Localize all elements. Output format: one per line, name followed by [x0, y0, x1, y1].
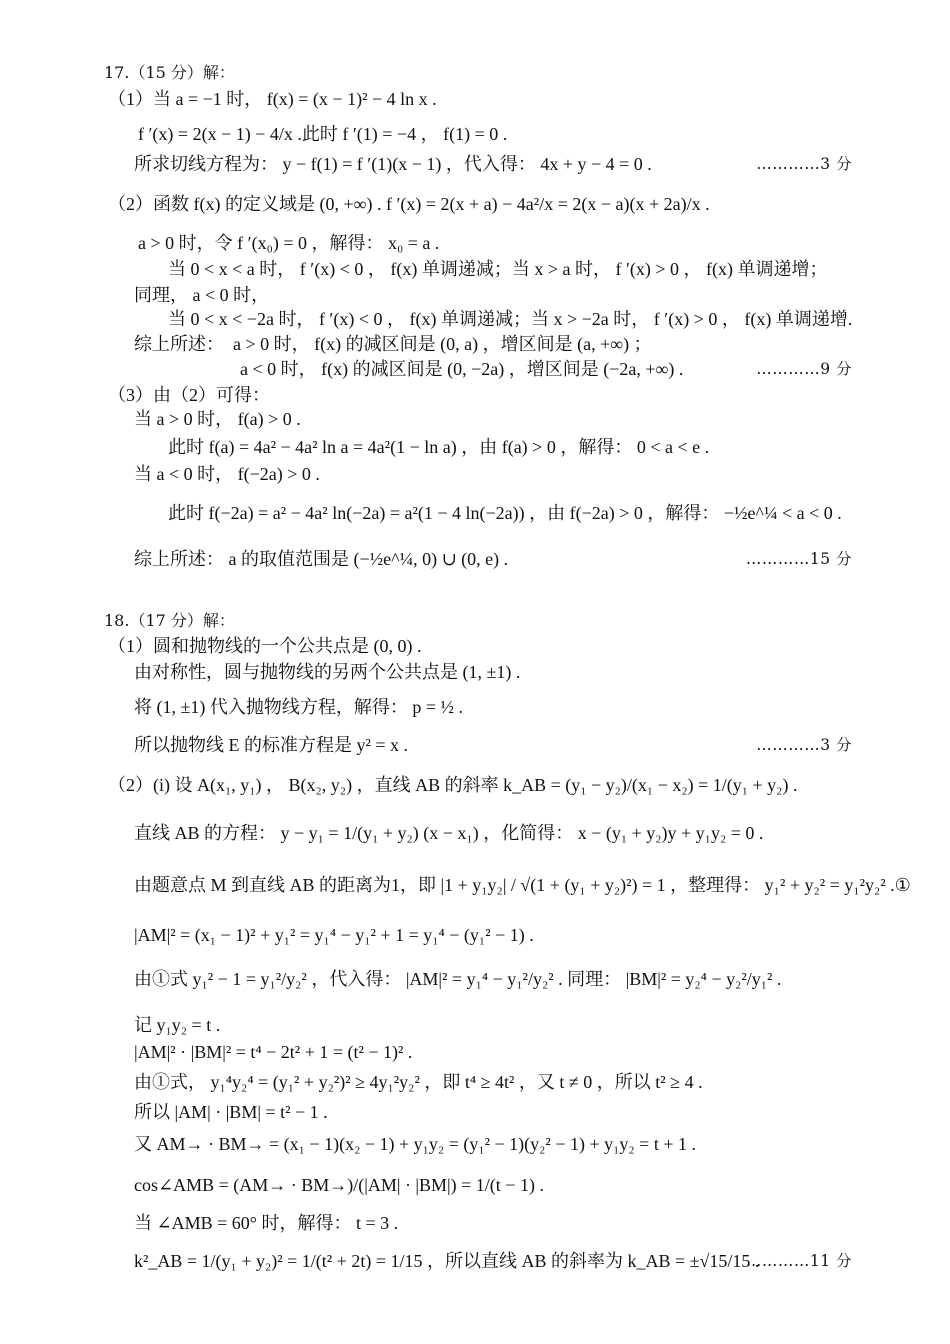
q18-p2-score: …………11 分	[745, 1252, 852, 1270]
q17-p2-line1: （2）函数 f(x) 的定义域是 (0, +∞) . f ′(x) = 2(x + a) − 4a²/x = 2(x − a)(x + 2a)/x .	[108, 194, 710, 214]
q17-p1-line2: f ′(x) = 2(x − 1) − 4/x .此时 f ′(1) = −4 ， f(1) = 0 .	[138, 124, 508, 144]
q17-p3-score: …………15 分	[745, 550, 852, 568]
q17-p3-line4: 当 a < 0 时， f(−2a) > 0 .	[134, 464, 320, 484]
q18-p1-line1: （1）圆和抛物线的一个公共点是 (0, 0) .	[108, 636, 422, 656]
q17-p3-line5: 此时 f(−2a) = a² − 4a² ln(−2a) = a²(1 − 4 ln(−2a)) ，由 f(−2a) > 0 ，解得： −½e^¼ < a < 0 .	[168, 503, 842, 523]
q18-p2-line10: 又 AM→ · BM→ = (x₁ − 1)(x₂ − 1) + y₁y₂ = (y₁² − 1)(y₂² − 1) + y₁y₂ = t + 1 .	[134, 1134, 696, 1154]
q18-p2-line6: 记 y₁y₂ = t .	[134, 1015, 221, 1035]
q17-p1-score: …………3 分	[756, 155, 852, 173]
q17-p2-line2: a > 0 时，令 f ′(x₀) = 0 ，解得： x₀ = a .	[138, 233, 440, 253]
q18-p2-line12: 当 ∠AMB = 60° 时，解得： t = 3 .	[134, 1213, 399, 1233]
q17-p1-line1: （1）当 a = −1 时， f(x) = (x − 1)² − 4 ln x .	[108, 89, 437, 109]
q18-p2-line3: 由题意点 M 到直线 AB 的距离为1，即 |1 + y₁y₂| / √(1 + (y₁ + y₂)²) = 1 ，整理得： y₁² + y₂² = y₁²y₂² .①	[134, 875, 911, 895]
q17-p2-score: …………9 分	[756, 360, 852, 378]
q17-p1-line3: 所求切线方程为： y − f(1) = f ′(1)(x − 1) ，代入得： 4x + y − 4 = 0 .	[134, 154, 652, 174]
q18-p1-line2: 由对称性，圆与抛物线的另两个公共点是 (1, ±1) .	[134, 662, 521, 682]
q18-p2-line2: 直线 AB 的方程： y − y₁ = 1/(y₁ + y₂) (x − x₁) ，化简得： x − (y₁ + y₂)y + y₁y₂ = 0 .	[134, 823, 764, 843]
q17-p2-line5: 当 0 < x < −2a 时， f ′(x) < 0 ， f(x) 单调递减；当 x > −2a 时， f ′(x) > 0 ， f(x) 单调递增.	[168, 309, 853, 329]
q18-p2-line1: （2）(i) 设 A(x₁, y₁) ， B(x₂, y₂) ，直线 AB 的斜率 k_AB = (y₁ − y₂)/(x₁ − x₂) = 1/(y₁ + y₂) .	[108, 775, 798, 795]
q18-p1-line3: 将 (1, ±1) 代入抛物线方程，解得： p = ½ .	[134, 697, 464, 717]
q18-p2-line4: |AM|² = (x₁ − 1)² + y₁² = y₁⁴ − y₁² + 1 = y₁⁴ − (y₁² − 1) .	[134, 925, 534, 945]
q17-p3-line2: 当 a > 0 时， f(a) > 0 .	[134, 409, 301, 429]
q17-header: 17.（15 分）解：	[104, 63, 235, 82]
q17-p2-line6: 综上所述： a > 0 时， f(x) 的减区间是 (0, a) ，增区间是 (a, +∞) ；	[134, 334, 652, 354]
q18-p2-line8: 由①式， y₁⁴y₂⁴ = (y₁² + y₂²)² ≥ 4y₁²y₂² ，即 t⁴ ≥ 4t² ，又 t ≠ 0 ，所以 t² ≥ 4 .	[134, 1072, 703, 1092]
q18-p2-line11: cos∠AMB = (AM→ · BM→)/(|AM| · |BM|) = 1/(t − 1) .	[134, 1175, 544, 1195]
q18-header: 18.（17 分）解：	[104, 611, 235, 630]
q17-p2-line7: a < 0 时， f(x) 的减区间是 (0, −2a) ，增区间是 (−2a, +∞) .	[240, 359, 684, 379]
q17-p3-line1: （3）由（2）可得：	[108, 385, 270, 405]
q18-p2-line9: 所以 |AM| · |BM| = t² − 1 .	[134, 1102, 328, 1122]
q18-p2-line13: k²_AB = 1/(y₁ + y₂)² = 1/(t² + 2t) = 1/15 ，所以直线 AB 的斜率为 k_AB = ±√15/15 .	[134, 1251, 760, 1271]
q18-p2-line5: 由①式 y₁² − 1 = y₁²/y₂² ，代入得： |AM|² = y₁⁴ − y₁²/y₂² . 同理： |BM|² = y₂⁴ − y₂²/y₁² .	[134, 969, 782, 989]
q17-p2-line4: 同理， a < 0 时，	[134, 285, 270, 305]
q18-p2-line7: |AM|² · |BM|² = t⁴ − 2t² + 1 = (t² − 1)² .	[134, 1042, 413, 1062]
q17-p2-line3: 当 0 < x < a 时， f ′(x) < 0 ， f(x) 单调递减；当 x > a 时， f ′(x) > 0 ， f(x) 单调递增；	[168, 259, 828, 279]
q18-p1-line4: 所以抛物线 E 的标准方程是 y² = x .	[134, 735, 409, 755]
q18-p1-score: …………3 分	[756, 736, 852, 754]
q17-p3-line3: 此时 f(a) = 4a² − 4a² ln a = 4a²(1 − ln a) ，由 f(a) > 0 ，解得： 0 < a < e .	[168, 437, 710, 457]
q17-p3-line6: 综上所述： a 的取值范围是 (−½e^¼, 0) ∪ (0, e) .	[134, 549, 509, 569]
